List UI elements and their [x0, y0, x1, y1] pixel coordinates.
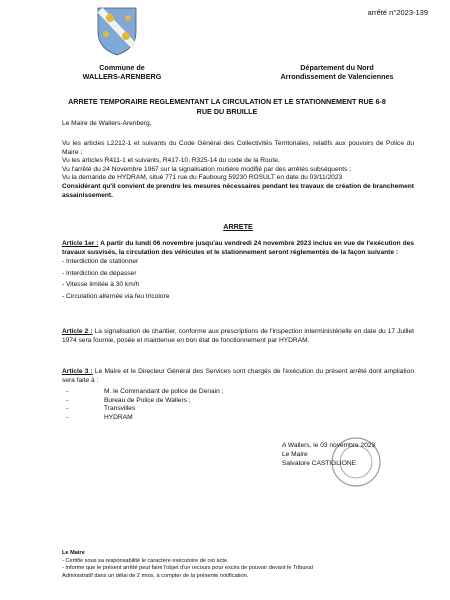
place-date: A Wallers, le 03 novembre 2023 — [282, 442, 376, 449]
article-3-text: Le Maire et le Directeur Général des Services sont chargés de l'exécution du présent arrêté dont ampliation sera faite à : — [62, 368, 414, 384]
measure-item: - Circulation alternée via feu tricolore — [62, 292, 170, 300]
department-name: Département du Nord — [300, 63, 374, 72]
considerants-block — [62, 140, 414, 200]
arrete-heading: ARRETE — [223, 222, 253, 231]
arrondissement-name: Arrondissement de Valenciennes — [280, 72, 394, 81]
measures-list — [62, 258, 414, 301]
recipient-item: - M. le Commandant de police de Denain ; — [66, 388, 224, 396]
recipients-list — [62, 388, 414, 422]
article-2-text: La signalisation de chantier, conforme aux prescriptions de l'inspection interministérielle en date du 17 Juillet 1974 sera fournie, posée et maintenue en bon état de fonctionnement par HYDRAM. — [62, 328, 414, 344]
considerant-item: Vu la demande de HYDRAM, situé 771 rue du Faubourg 59230 ROSULT en date du 03/11/2023 — [62, 174, 343, 182]
article-3 — [62, 368, 414, 423]
signatory-name: Salvatore CASTIGLIONE — [282, 459, 357, 467]
commune-label: Commune de — [99, 63, 145, 72]
measure-item: - Interdiction de dépasser — [62, 269, 137, 277]
measure-item: - Interdiction de stationner — [62, 258, 139, 266]
article-2 — [62, 328, 414, 345]
article-3-label: Article 3 : — [62, 368, 93, 375]
article-1 — [62, 240, 414, 305]
footer-line: - Informe que le présent arrêté peut faire l'objet d'un recours pour excès de pouvoir devant le Tribunal — [62, 565, 313, 572]
coat-of-arms-icon — [96, 6, 138, 56]
title-line-1: ARRETE TEMPORAIRE REGLEMENTANT LA CIRCULATION ET LE STATIONNEMENT RUE 6-8 — [68, 97, 386, 106]
commune-name: WALLERS-ARENBERG — [82, 72, 162, 81]
footer-block — [62, 550, 432, 580]
recipient-item: - HYDRAM — [66, 413, 133, 421]
considerant-item: Considérant qu'il convient de prendre les mesures nécessaires pendant les travaux de création de branchement assainissement. — [62, 182, 414, 199]
title-line-2: RUE DU BRUILLE — [196, 106, 258, 116]
footer-heading: Le Maire — [62, 550, 85, 556]
recipient-item: - Bureau de Police de Wallers ; — [66, 396, 191, 404]
footer-line: - Certifie sous sa responsabilité le caractère exécutoire de cet acte. — [62, 557, 229, 564]
considerant-item: Vu les articles R411-1 et suivants, R417-10, R325-14 du code de la Route, — [62, 157, 280, 165]
recipient-item: - Transvilles — [66, 405, 136, 413]
intro-line: Le Maire de Wallers-Arenberg, — [62, 120, 152, 127]
signature-block — [282, 442, 412, 468]
document-title — [44, 97, 410, 116]
considerant-item: Vu les articles L2212-1 et suivants du Code Général des Collectivités Territoriales, relatifs aux pouvoirs de Police du Maire ; — [62, 140, 414, 156]
article-2-label: Article 2 : — [62, 328, 93, 335]
department-block — [262, 63, 412, 81]
footer-line: Administratif dans un délai de 2 mois, à compter de la présente notification. — [62, 572, 249, 579]
signatory-role: Le Maire — [282, 450, 308, 458]
considerant-item: Vu l'arrêté du 24 Novembre 1967 sur la signalisation routière modifié par des arrêtés subséquents ; — [62, 165, 352, 173]
arrete-number: arrêté n°2023-139 — [367, 8, 428, 17]
article-1-text: A partir du lundi 06 novembre jusqu'au vendredi 24 novembre 2023 inclus en vue de l'exécution des travaux susvisés, la circulation des véhicules et le stationnement seront réglementés de la façon suivante : — [62, 240, 414, 256]
commune-block — [62, 63, 182, 81]
measure-item: - Vitesse limitée à 30 km/h — [62, 281, 140, 289]
article-1-label: Article 1er : — [62, 240, 99, 247]
